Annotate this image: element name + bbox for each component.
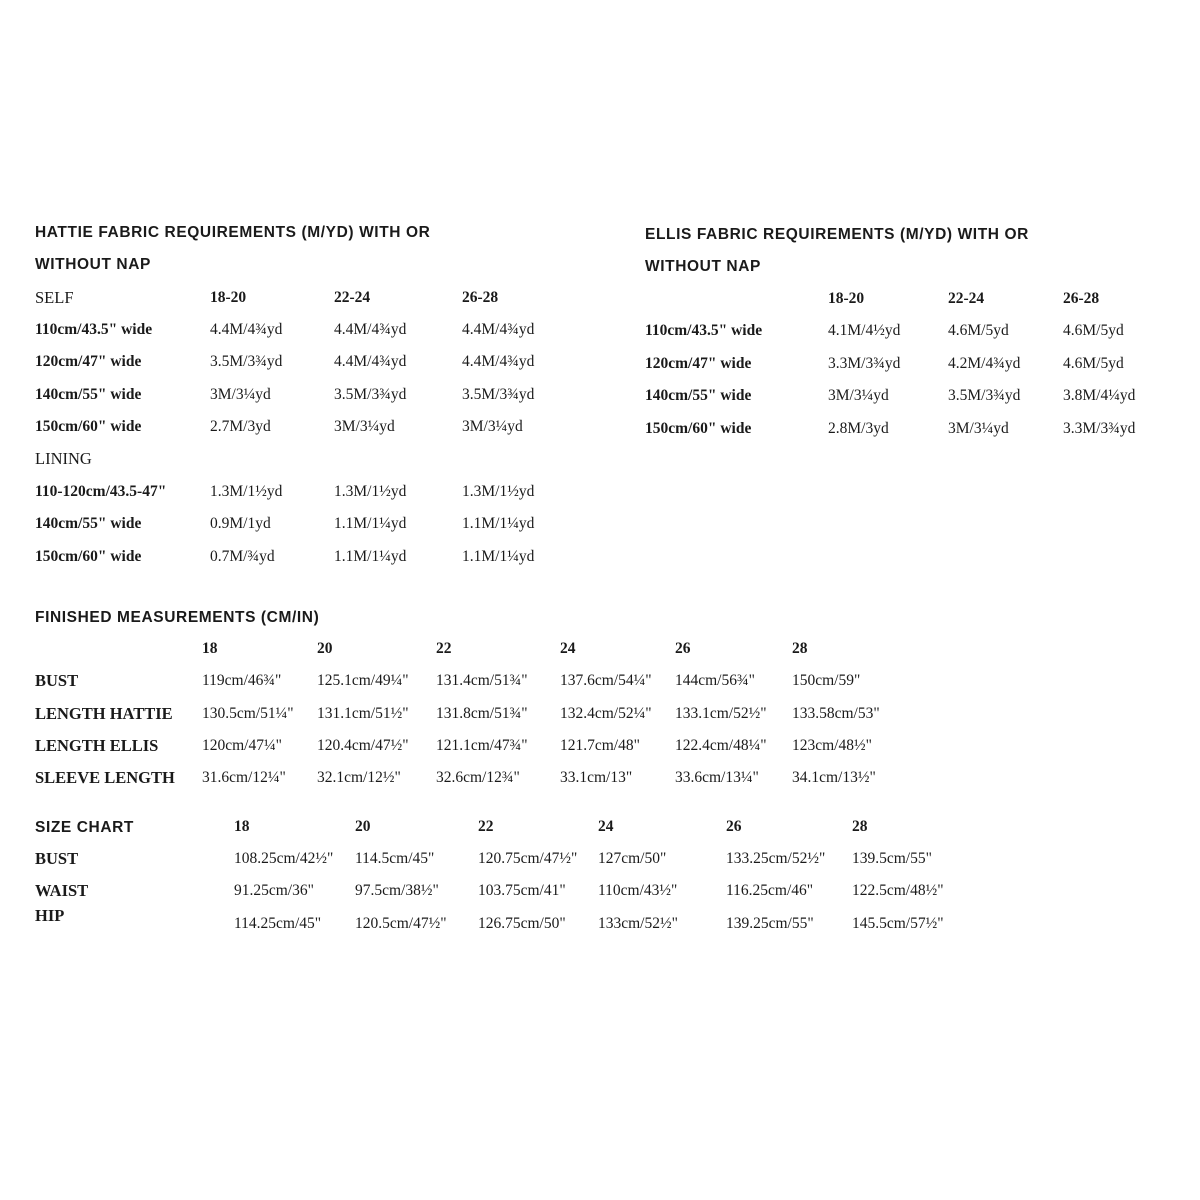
finished-cell: 130.5cm/51¼" [202, 705, 294, 722]
finished-cell: 119cm/46¾" [202, 672, 282, 689]
hattie-title-line2: WITHOUT NAP [35, 256, 151, 273]
finished-cell: 120.4cm/47½" [317, 737, 409, 754]
ellis-cell: 4.1M/4½yd [828, 322, 901, 339]
size-chart-size-header: 28 [852, 818, 868, 835]
size-chart-cell: 133.25cm/52½" [726, 850, 826, 867]
ellis-cell: 3.3M/3¾yd [828, 355, 901, 372]
finished-cell: 122.4cm/48¼" [675, 737, 767, 754]
hattie-lining-cell: 0.7M/¾yd [210, 548, 275, 565]
size-chart-cell: 139.5cm/55" [852, 850, 932, 867]
finished-cell: 32.6cm/12¾" [436, 769, 520, 786]
size-chart-size-header: 24 [598, 818, 614, 835]
finished-cell: 131.1cm/51½" [317, 705, 409, 722]
ellis-row-label: 150cm/60" wide [645, 420, 752, 437]
finished-row-label: LENGTH HATTIE [35, 704, 173, 723]
hattie-lining-cell: 1.3M/1½yd [210, 483, 283, 500]
ellis-cell: 3.8M/4¼yd [1063, 387, 1136, 404]
size-chart-cell: 120.5cm/47½" [355, 915, 447, 932]
size-chart-cell: 145.5cm/57½" [852, 915, 944, 932]
size-chart-cell: 97.5cm/38½" [355, 882, 439, 899]
ellis-title-line2: WITHOUT NAP [645, 258, 761, 275]
finished-row-label: BUST [35, 671, 79, 690]
size-chart-size-header: 20 [355, 818, 371, 835]
hattie-lining-row-label: 150cm/60" wide [35, 548, 142, 565]
ellis-cell: 3M/3¼yd [948, 420, 1009, 437]
size-chart-cell: 133cm/52½" [598, 915, 678, 932]
size-chart-row-label: BUST [35, 849, 79, 868]
hattie-cell: 4.4M/4¾yd [462, 353, 535, 370]
ellis-title-line1: ELLIS FABRIC REQUIREMENTS (M/YD) WITH OR [645, 226, 1029, 243]
size-chart-cell: 126.75cm/50" [478, 915, 566, 932]
ellis-size-header: 22-24 [948, 290, 985, 307]
finished-cell: 33.6cm/13¼" [675, 769, 759, 786]
size-chart-cell: 110cm/43½" [598, 882, 678, 899]
hattie-cell: 3.5M/3¾yd [334, 386, 407, 403]
ellis-row-label: 110cm/43.5" wide [645, 322, 763, 339]
hattie-cell: 3.5M/3¾yd [210, 353, 283, 370]
finished-cell: 120cm/47¼" [202, 737, 282, 754]
finished-row-label: SLEEVE LENGTH [35, 768, 175, 787]
hattie-lining-cell: 0.9M/1yd [210, 515, 271, 532]
size-chart-row-label: HIP [35, 906, 65, 925]
hattie-title-line1: HATTIE FABRIC REQUIREMENTS (M/YD) WITH OR [35, 224, 431, 241]
hattie-cell: 4.4M/4¾yd [210, 321, 283, 338]
hattie-lining-cell: 1.1M/1¼yd [462, 548, 535, 565]
hattie-row-label: 150cm/60" wide [35, 418, 142, 435]
hattie-cell: 3M/3¼yd [462, 418, 523, 435]
hattie-self-label: SELF [35, 288, 74, 307]
finished-cell: 132.4cm/52¼" [560, 705, 652, 722]
ellis-row-label: 140cm/55" wide [645, 387, 752, 404]
size-chart-cell: 116.25cm/46" [726, 882, 814, 899]
hattie-lining-cell: 1.3M/1½yd [334, 483, 407, 500]
hattie-cell: 3.5M/3¾yd [462, 386, 535, 403]
finished-cell: 133.58cm/53" [792, 705, 880, 722]
size-chart-cell: 114.5cm/45" [355, 850, 435, 867]
finished-title: FINISHED MEASUREMENTS (CM/IN) [35, 609, 320, 626]
hattie-row-label: 120cm/47" wide [35, 353, 142, 370]
size-chart-cell: 114.25cm/45" [234, 915, 322, 932]
ellis-row-label: 120cm/47" wide [645, 355, 752, 372]
size-chart-row-label: WAIST [35, 881, 89, 900]
ellis-cell: 4.2M/4¾yd [948, 355, 1021, 372]
finished-cell: 144cm/56¾" [675, 672, 755, 689]
finished-size-header: 28 [792, 640, 808, 657]
size-chart-cell: 108.25cm/42½" [234, 850, 334, 867]
ellis-cell: 2.8M/3yd [828, 420, 889, 437]
finished-cell: 32.1cm/12½" [317, 769, 401, 786]
ellis-cell: 3.3M/3¾yd [1063, 420, 1136, 437]
finished-cell: 133.1cm/52½" [675, 705, 767, 722]
size-chart-size-header: 26 [726, 818, 742, 835]
hattie-size-header: 18-20 [210, 289, 247, 306]
hattie-size-header: 26-28 [462, 289, 499, 306]
hattie-cell: 3M/3¼yd [210, 386, 271, 403]
finished-cell: 137.6cm/54¼" [560, 672, 652, 689]
hattie-lining-cell: 1.1M/1¼yd [462, 515, 535, 532]
size-chart-cell: 103.75cm/41" [478, 882, 566, 899]
size-chart-size-header: 22 [478, 818, 494, 835]
finished-cell: 31.6cm/12¼" [202, 769, 286, 786]
hattie-lining-cell: 1.3M/1½yd [462, 483, 535, 500]
ellis-cell: 4.6M/5yd [948, 322, 1009, 339]
size-chart-title: SIZE CHART [35, 819, 134, 836]
hattie-lining-row-label: 140cm/55" wide [35, 515, 142, 532]
finished-cell: 131.4cm/51¾" [436, 672, 528, 689]
ellis-cell: 4.6M/5yd [1063, 355, 1124, 372]
finished-size-header: 18 [202, 640, 218, 657]
hattie-row-label: 140cm/55" wide [35, 386, 142, 403]
finished-size-header: 24 [560, 640, 576, 657]
hattie-row-label: 110cm/43.5" wide [35, 321, 153, 338]
hattie-cell: 3M/3¼yd [334, 418, 395, 435]
finished-size-header: 22 [436, 640, 452, 657]
finished-cell: 150cm/59" [792, 672, 861, 689]
ellis-size-header: 18-20 [828, 290, 865, 307]
hattie-size-header: 22-24 [334, 289, 371, 306]
hattie-cell: 4.4M/4¾yd [334, 353, 407, 370]
hattie-lining-label: LINING [35, 449, 92, 468]
finished-cell: 34.1cm/13½" [792, 769, 876, 786]
hattie-cell: 4.4M/4¾yd [334, 321, 407, 338]
ellis-size-header: 26-28 [1063, 290, 1100, 307]
size-chart-size-header: 18 [234, 818, 250, 835]
finished-cell: 121.1cm/47¾" [436, 737, 528, 754]
hattie-lining-cell: 1.1M/1¼yd [334, 548, 407, 565]
hattie-cell: 2.7M/3yd [210, 418, 271, 435]
ellis-cell: 3.5M/3¾yd [948, 387, 1021, 404]
finished-size-header: 26 [675, 640, 691, 657]
size-chart-cell: 91.25cm/36" [234, 882, 314, 899]
finished-size-header: 20 [317, 640, 333, 657]
finished-cell: 123cm/48½" [792, 737, 872, 754]
size-chart-cell: 139.25cm/55" [726, 915, 814, 932]
hattie-cell: 4.4M/4¾yd [462, 321, 535, 338]
finished-row-label: LENGTH ELLIS [35, 736, 159, 755]
ellis-cell: 3M/3¼yd [828, 387, 889, 404]
finished-cell: 33.1cm/13" [560, 769, 633, 786]
hattie-lining-row-label: 110-120cm/43.5-47" [35, 483, 167, 500]
finished-cell: 121.7cm/48" [560, 737, 640, 754]
finished-cell: 125.1cm/49¼" [317, 672, 409, 689]
size-chart-cell: 122.5cm/48½" [852, 882, 944, 899]
hattie-lining-cell: 1.1M/1¼yd [334, 515, 407, 532]
ellis-cell: 4.6M/5yd [1063, 322, 1124, 339]
size-chart-cell: 120.75cm/47½" [478, 850, 578, 867]
size-chart-cell: 127cm/50" [598, 850, 667, 867]
finished-cell: 131.8cm/51¾" [436, 705, 528, 722]
